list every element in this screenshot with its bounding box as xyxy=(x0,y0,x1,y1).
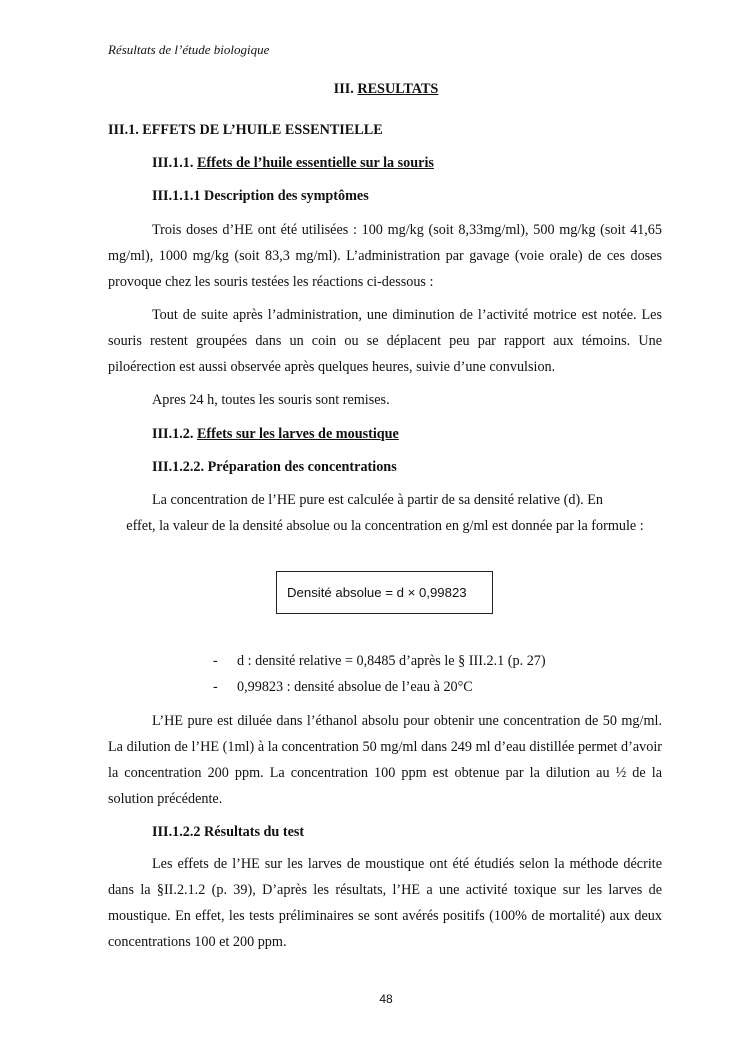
dilution-paragraph: L’HE pure est diluée dans l’éthanol absolu pour obtenir une concentration de 50 mg/ml. La dilution de l’HE (1ml) à la concentration 50 mg/ml dans 249 ml d’eau distillée permet d’avoir la concentration 200 ppm. La concentration 100 ppm est obtenue par la dilution au ½ de la solution précédente. xyxy=(108,713,662,807)
page-number: 48 xyxy=(379,992,393,1006)
page-title xyxy=(0,81,744,98)
subsection-title: Effets sur les larves de moustique xyxy=(196,426,399,442)
recovery-paragraph: Apres 24 h, toutes les souris sont remises. xyxy=(152,392,390,408)
doses-paragraph: Trois doses d’HE ont été utilisées : 100 mg/kg (soit 8,33mg/ml), 500 mg/kg (soit 41,65 mg/ml), 1000 mg/kg (soit 83,3 mg/ml). L’administration par gavage (voie orale) de ces doses provoque chez les souris testées les réactions ci-dessous : xyxy=(108,222,662,290)
bullet-text: 0,99823 : densité absolue de l’eau à 20°C xyxy=(237,679,473,695)
subsection-heading-mice xyxy=(152,155,434,172)
formula-text: Densité absolue = d × 0,99823 xyxy=(287,585,467,600)
subsection-number: III.1.2. xyxy=(152,426,194,442)
bullet-dash: - xyxy=(213,679,218,695)
subsection-heading-larvae xyxy=(152,426,399,443)
formula-box xyxy=(276,571,493,614)
preparation-paragraph-line2: effet, la valeur de la densité absolue ou la concentration en g/ml est donnée par la formule : xyxy=(126,518,644,534)
bullet-item xyxy=(213,679,473,696)
section-heading: III.1. EFFETS DE L’HUILE ESSENTIELLE xyxy=(108,122,383,138)
results-paragraph: Les effets de l’HE sur les larves de moustique ont été étudiés selon la méthode décrite dans la §II.2.1.2 (p. 39), D’après les résultats, l’HE a une activité toxique sur les larves de moustique. En effet, les tests préliminaires se sont avérés positifs (100% de mortalité) aux deux concentrations 100 et 200 ppm. xyxy=(108,856,662,950)
subsection-number: III.1.1. xyxy=(152,155,194,171)
observations-paragraph: Tout de suite après l’administration, une diminution de l’activité motrice est notée. Les souris restent groupées dans un coin ou se déplacent peu par rapport aux témoins. Une piloérection est aussi observée après quelques heures, suivie d’une convulsion. xyxy=(108,307,662,375)
results-heading: III.1.2.2 Résultats du test xyxy=(152,824,305,840)
preparation-paragraph-line1: La concentration de l’HE pure est calculée à partir de sa densité relative (d). En xyxy=(152,492,604,508)
subsection-title: Effets de l’huile essentielle sur la souris xyxy=(196,155,434,171)
symptoms-heading: III.1.1.1 Description des symptômes xyxy=(152,188,369,204)
running-header: Résultats de l’étude biologique xyxy=(108,42,270,57)
bullet-text: d : densité relative = 0,8485 d’après le § III.2.1 (p. 27) xyxy=(237,653,546,669)
bullet-item xyxy=(213,653,546,670)
title-label: RESULTATS xyxy=(357,81,439,97)
preparation-heading: III.1.2.2. Préparation des concentrations xyxy=(152,459,397,475)
bullet-dash: - xyxy=(213,653,218,669)
title-number: III. xyxy=(333,81,354,97)
